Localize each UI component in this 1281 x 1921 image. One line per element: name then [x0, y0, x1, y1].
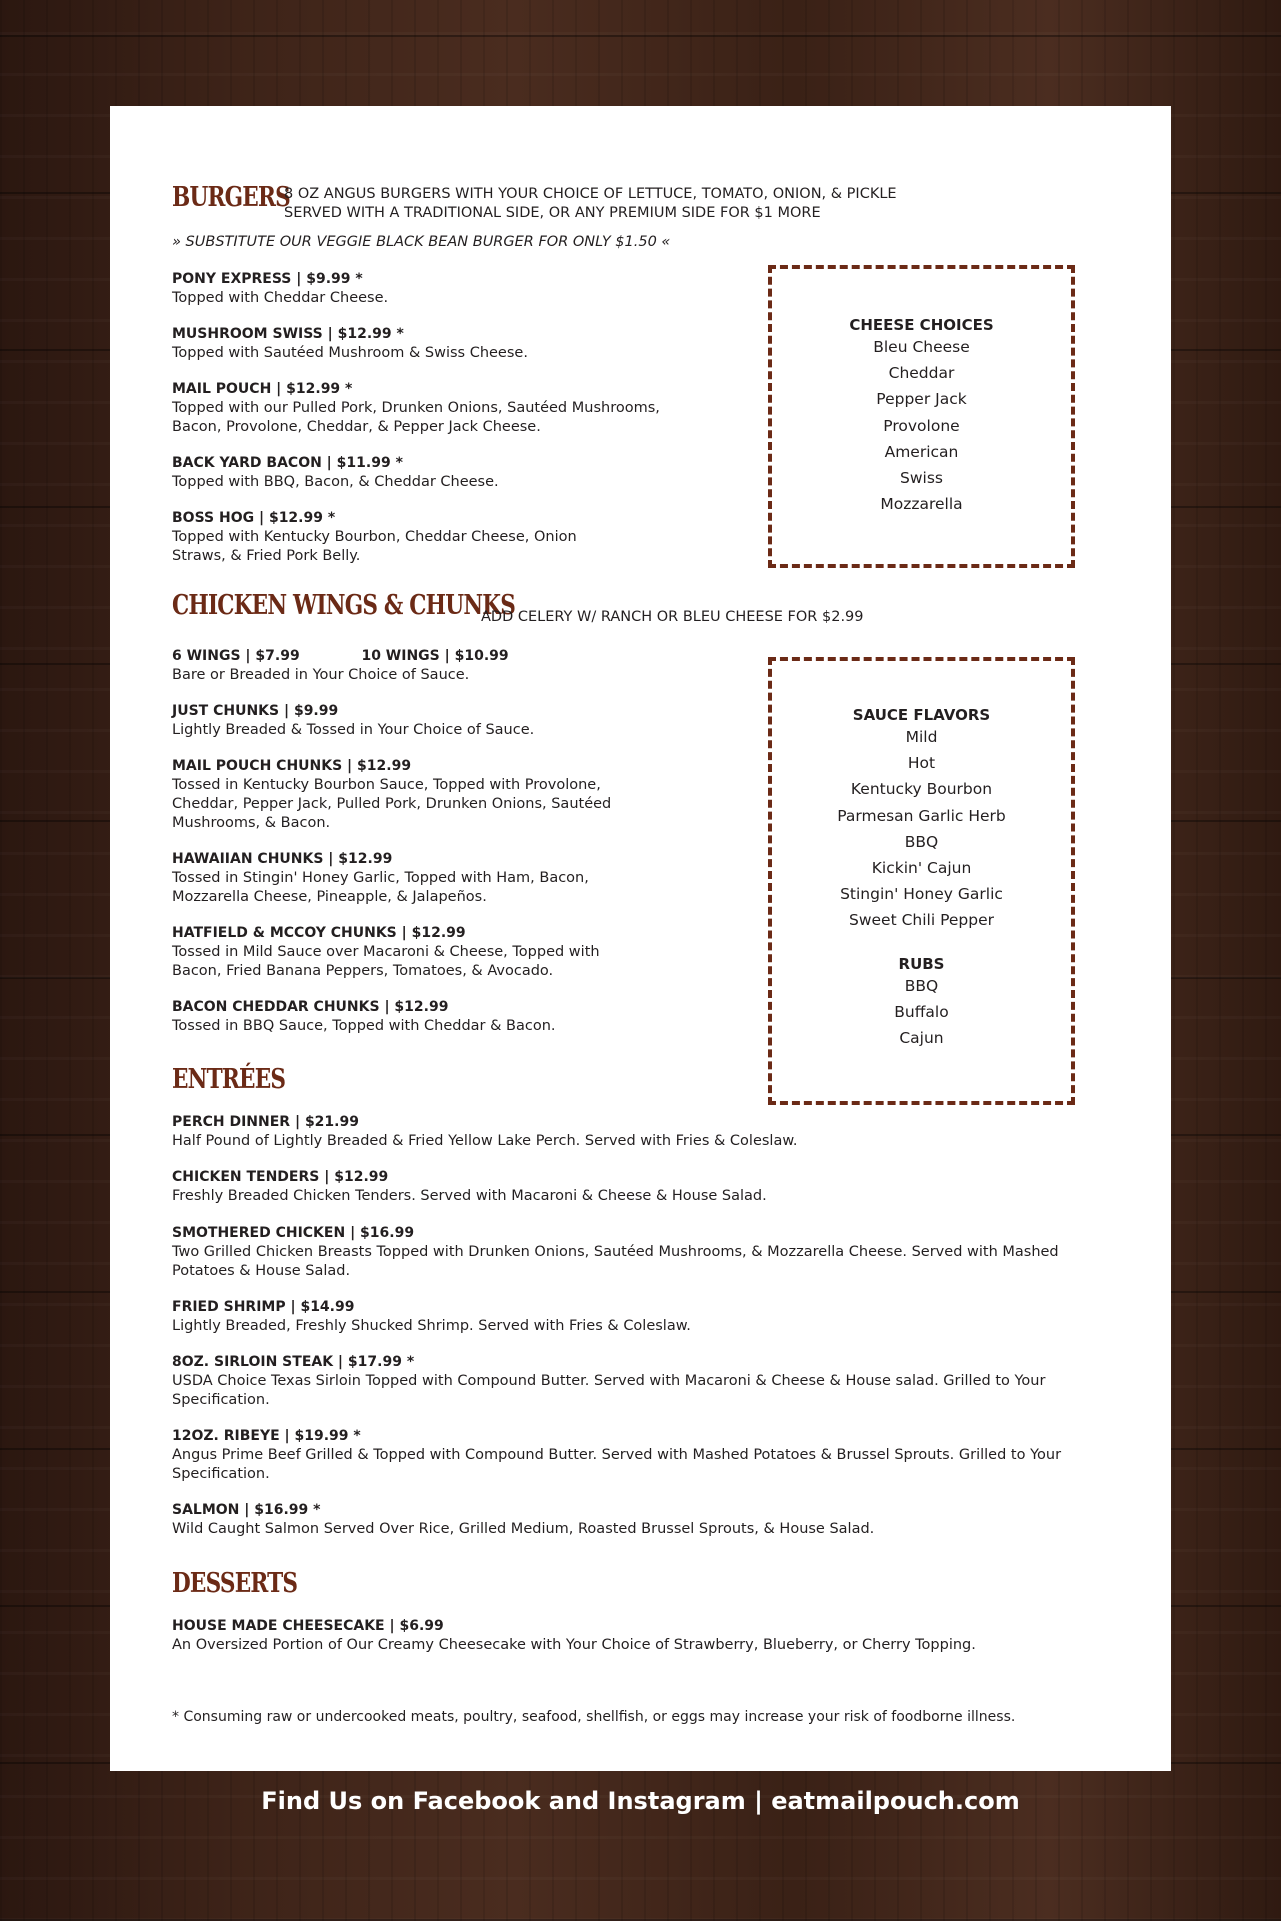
- list-item: Provolone: [883, 416, 960, 435]
- rubs-list: [772, 973, 1071, 1052]
- list-item: Parmesan Garlic Herb: [837, 806, 1006, 825]
- item-desc: Tossed in Stingin' Honey Garlic, Topped with Ham, Bacon, Mozzarella Cheese, Pineapple, & Jalapeños.: [172, 870, 589, 905]
- item-name: MUSHROOM SWISS | $12.99 *: [172, 326, 404, 342]
- list-item: American: [884, 442, 959, 461]
- list-item: Kentucky Bourbon: [850, 780, 993, 799]
- item-name: SMOTHERED CHICKEN | $16.99: [172, 1225, 415, 1241]
- list-item: Bleu Cheese: [873, 338, 970, 356]
- menu-item: [172, 1501, 1092, 1539]
- list-item: Stingin' Honey Garlic: [840, 885, 1003, 904]
- ten-wings-price: 10 WINGS | $10.99: [361, 648, 509, 664]
- menu-item: [172, 757, 632, 833]
- list-item: BBQ: [904, 976, 939, 995]
- item-desc: Wild Caught Salmon Served Over Rice, Grilled Medium, Roasted Brussel Sprouts, & House Salad.: [172, 1521, 875, 1537]
- desserts-title: DESSERTS: [172, 1568, 298, 1599]
- item-desc: An Oversized Portion of Our Creamy Cheesecake with Your Choice of Strawberry, Blueberry, or Cherry Topping.: [172, 1637, 976, 1653]
- list-item: BBQ: [904, 832, 939, 851]
- item-name: CHICKEN TENDERS | $12.99: [172, 1169, 389, 1185]
- burgers-note-line2: SERVED WITH A TRADITIONAL SIDE, OR ANY PREMIUM SIDE FOR $1 MORE: [284, 205, 821, 221]
- list-item: Hot: [907, 754, 936, 773]
- sauce-flavors-title: SAUCE FLAVORS: [852, 706, 991, 724]
- item-desc: Tossed in Kentucky Bourbon Sauce, Topped with Provolone, Cheddar, Pepper Jack, Pulled Pork, Drunken Onions, Sautéed Mushrooms, & Bacon.: [172, 777, 612, 831]
- wings-note: ADD CELERY W/ RANCH OR BLEU CHEESE FOR $2.99: [481, 609, 864, 625]
- menu-item: [172, 1617, 1092, 1655]
- item-name: HAWAIIAN CHUNKS | $12.99: [172, 851, 393, 867]
- item-desc: USDA Choice Texas Sirloin Topped with Compound Butter. Served with Macaroni & Cheese & House salad. Grilled to Your Specification.: [172, 1373, 1046, 1408]
- item-desc: Topped with Sautéed Mushroom & Swiss Cheese.: [172, 345, 528, 361]
- item-desc: Tossed in Mild Sauce over Macaroni & Cheese, Topped with Bacon, Fried Banana Peppers, Tomatoes, & Avocado.: [172, 944, 600, 979]
- item-desc: Tossed in BBQ Sauce, Topped with Cheddar & Bacon.: [172, 1018, 556, 1034]
- item-name: 8OZ. SIRLOIN STEAK | $17.99 *: [172, 1354, 415, 1370]
- item-name: BACON CHEDDAR CHUNKS | $12.99: [172, 999, 449, 1015]
- sauce-list: [772, 724, 1071, 934]
- menu-item: [172, 850, 632, 907]
- list-item: Pepper Jack: [876, 390, 967, 409]
- menu-item: [172, 270, 732, 308]
- menu-item: [172, 1427, 1092, 1484]
- rubs-title: RUBS: [898, 954, 945, 973]
- item-desc: Bare or Breaded in Your Choice of Sauce.: [172, 667, 470, 683]
- burgers-title: BURGERS: [172, 182, 290, 213]
- menu-item: [172, 1168, 1092, 1206]
- menu-item: [172, 1113, 1092, 1151]
- item-name: 12OZ. RIBEYE | $19.99 *: [172, 1428, 361, 1444]
- item-desc: Lightly Breaded, Freshly Shucked Shrimp. Served with Fries & Coleslaw.: [172, 1318, 691, 1334]
- item-desc: Freshly Breaded Chicken Tenders. Served with Macaroni & Cheese & House Salad.: [172, 1188, 767, 1204]
- item-name: HATFIELD & MCCOY CHUNKS | $12.99: [172, 925, 466, 941]
- item-name: BOSS HOG | $12.99 *: [172, 510, 336, 526]
- item-desc: Topped with Kentucky Bourbon, Cheddar Cheese, Onion Straws, & Fried Pork Belly.: [172, 529, 577, 564]
- item-desc: Topped with Cheddar Cheese.: [172, 290, 389, 306]
- list-item: Mozzarella: [880, 495, 963, 514]
- menu-item: [172, 998, 732, 1036]
- item-name: MAIL POUCH CHUNKS | $12.99: [172, 758, 412, 774]
- item-desc: Two Grilled Chicken Breasts Topped with Drunken Onions, Sautéed Mushrooms, & Mozzarella Cheese. Served with Mashed Potatoes & House Salad.: [172, 1244, 1059, 1279]
- item-name: PERCH DINNER | $21.99: [172, 1114, 359, 1130]
- list-item: Kickin' Cajun: [871, 859, 972, 878]
- entrees-title: ENTRÉES: [172, 1064, 286, 1095]
- item-desc: Half Pound of Lightly Breaded & Fried Yellow Lake Perch. Served with Fries & Coleslaw.: [172, 1133, 798, 1149]
- item-name: PONY EXPRESS | $9.99 *: [172, 271, 363, 287]
- item-name: FRIED SHRIMP | $14.99: [172, 1299, 355, 1315]
- item-desc: Topped with BBQ, Bacon, & Cheddar Cheese.: [172, 474, 499, 490]
- list-item: Cheddar: [888, 364, 955, 383]
- menu-item: [172, 380, 687, 437]
- item-name: BACK YARD BACON | $11.99 *: [172, 455, 403, 471]
- sauce-flavors-box: [768, 657, 1075, 1105]
- menu-item: [172, 647, 732, 685]
- foodborne-disclaimer: * Consuming raw or undercooked meats, poultry, seafood, shellfish, or eggs may increase your risk of foodborne illness.: [172, 1709, 1016, 1725]
- six-wings-price: 6 WINGS | $7.99: [172, 648, 300, 664]
- menu-item: [172, 1224, 1092, 1281]
- burgers-note: [284, 185, 897, 223]
- wings-title: CHICKEN WINGS & CHUNKS: [172, 590, 516, 621]
- list-item: Mild: [905, 728, 938, 746]
- menu-item: [172, 454, 732, 492]
- menu-item: [172, 509, 627, 566]
- menu-page: [110, 106, 1171, 1771]
- social-footer: Find Us on Facebook and Instagram | eatmailpouch.com: [261, 1787, 1020, 1815]
- item-desc: Topped with our Pulled Pork, Drunken Onions, Sautéed Mushrooms, Bacon, Provolone, Cheddar, & Pepper Jack Cheese.: [172, 400, 660, 435]
- menu-item: [172, 702, 732, 740]
- burgers-note-line1: 8 OZ ANGUS BURGERS WITH YOUR CHOICE OF LETTUCE, TOMATO, ONION, & PICKLE: [284, 186, 897, 202]
- item-desc: Angus Prime Beef Grilled & Topped with Compound Butter. Served with Mashed Potatoes & Brussel Sprouts. Grilled to Your Specification.: [172, 1447, 1062, 1482]
- item-name: [172, 647, 732, 666]
- item-name: SALMON | $16.99 *: [172, 1502, 321, 1518]
- cheese-choices-box: [768, 265, 1075, 568]
- list-item: Sweet Chili Pepper: [848, 911, 994, 930]
- veggie-substitute-note: » SUBSTITUTE OUR VEGGIE BLACK BEAN BURGER FOR ONLY $1.50 «: [172, 234, 671, 250]
- item-name: HOUSE MADE CHEESECAKE | $6.99: [172, 1618, 444, 1634]
- menu-item: [172, 325, 732, 363]
- menu-item: [172, 1298, 1092, 1336]
- cheese-list: [772, 334, 1071, 517]
- item-name: MAIL POUCH | $12.99 *: [172, 381, 353, 397]
- list-item: Cajun: [899, 1029, 944, 1048]
- item-name: JUST CHUNKS | $9.99: [172, 703, 339, 719]
- list-item: Swiss: [900, 469, 943, 488]
- menu-item: [172, 924, 632, 981]
- menu-item: [172, 1353, 1092, 1410]
- list-item: Buffalo: [894, 1002, 949, 1021]
- item-desc: Lightly Breaded & Tossed in Your Choice of Sauce.: [172, 722, 535, 738]
- cheese-choices-title: CHEESE CHOICES: [849, 316, 994, 334]
